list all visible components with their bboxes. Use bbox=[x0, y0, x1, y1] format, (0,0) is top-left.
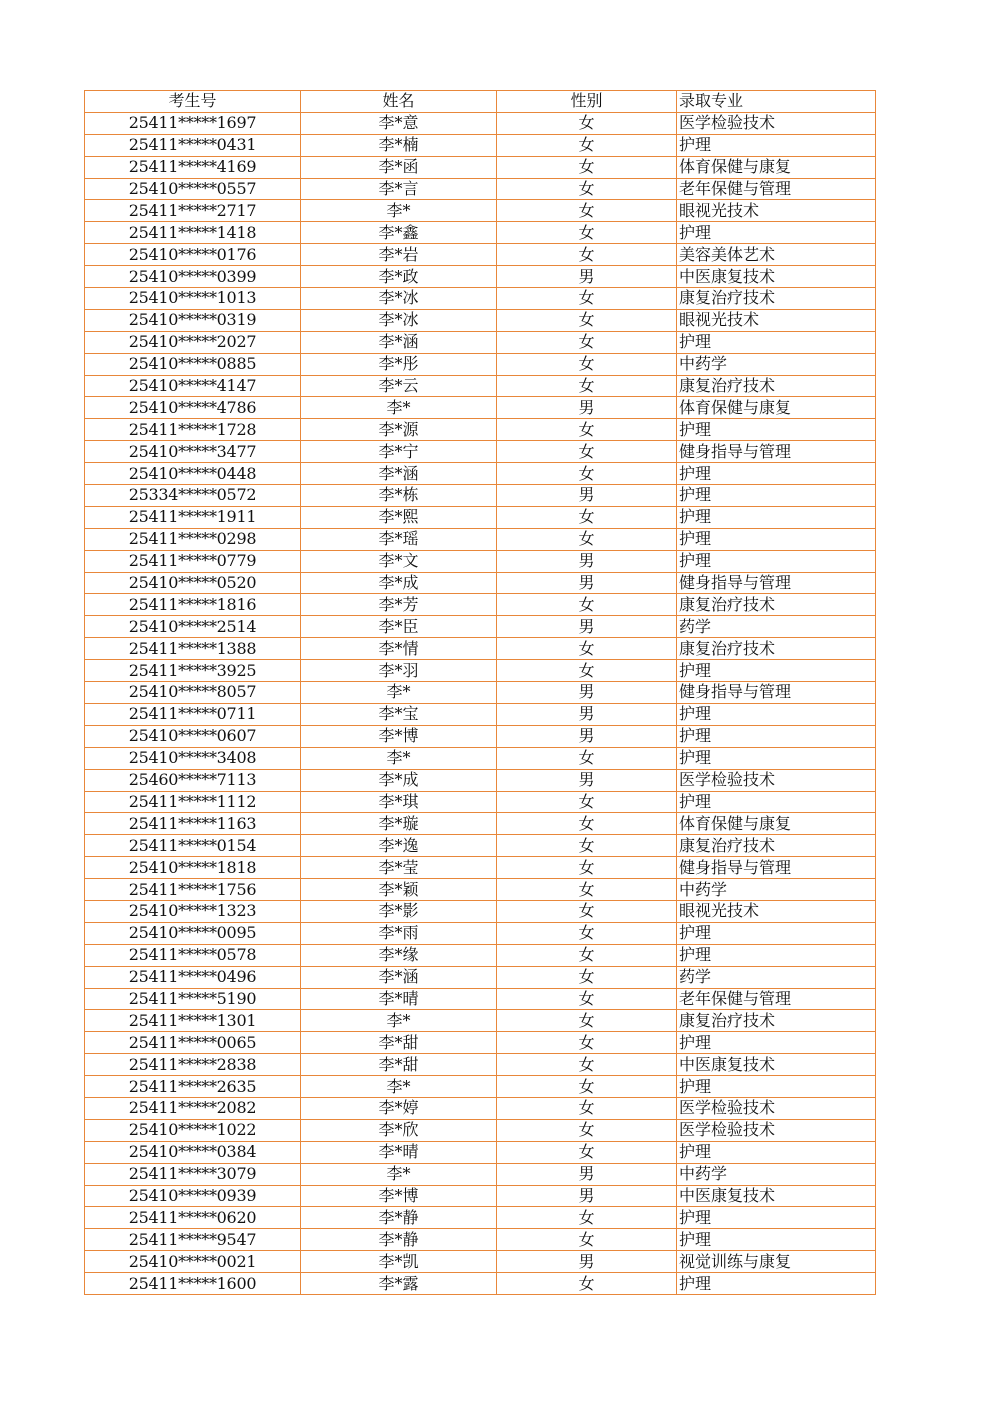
name-cell: 李*缘 bbox=[301, 944, 497, 966]
name-cell: 李*婷 bbox=[301, 1097, 497, 1119]
name-cell: 李*晴 bbox=[301, 988, 497, 1010]
exam-number-cell: 25411*****0711 bbox=[85, 703, 301, 725]
major-cell: 中医康复技术 bbox=[677, 266, 876, 288]
exam-number-cell: 25411*****3925 bbox=[85, 660, 301, 682]
table-row bbox=[85, 375, 876, 397]
header-name: 姓名 bbox=[301, 91, 497, 113]
gender-cell: 男 bbox=[497, 703, 677, 725]
major-cell: 中药学 bbox=[677, 353, 876, 375]
gender-cell: 女 bbox=[497, 200, 677, 222]
exam-number-cell: 25411*****1418 bbox=[85, 222, 301, 244]
name-cell: 李*静 bbox=[301, 1207, 497, 1229]
table-row bbox=[85, 288, 876, 310]
table-row bbox=[85, 134, 876, 156]
name-cell: 李* bbox=[301, 397, 497, 419]
name-cell: 李*熙 bbox=[301, 506, 497, 528]
exam-number-cell: 25411*****1388 bbox=[85, 638, 301, 660]
name-cell: 李*涵 bbox=[301, 331, 497, 353]
table-row bbox=[85, 791, 876, 813]
name-cell: 李* bbox=[301, 1076, 497, 1098]
major-cell: 护理 bbox=[677, 1141, 876, 1163]
exam-number-cell: 25411*****0779 bbox=[85, 550, 301, 572]
header-row bbox=[85, 91, 876, 113]
table-row bbox=[85, 1097, 876, 1119]
gender-cell: 女 bbox=[497, 156, 677, 178]
exam-number-cell: 25410*****3408 bbox=[85, 747, 301, 769]
gender-cell: 女 bbox=[497, 1273, 677, 1295]
name-cell: 李* bbox=[301, 1010, 497, 1032]
table-row bbox=[85, 528, 876, 550]
major-cell: 护理 bbox=[677, 703, 876, 725]
table-row bbox=[85, 857, 876, 879]
exam-number-cell: 25410*****8057 bbox=[85, 682, 301, 704]
table-row bbox=[85, 1185, 876, 1207]
exam-number-cell: 25410*****0384 bbox=[85, 1141, 301, 1163]
name-cell: 李*楠 bbox=[301, 134, 497, 156]
gender-cell: 男 bbox=[497, 725, 677, 747]
gender-cell: 男 bbox=[497, 1185, 677, 1207]
name-cell: 李* bbox=[301, 747, 497, 769]
name-cell: 李*莹 bbox=[301, 857, 497, 879]
exam-number-cell: 25411*****2717 bbox=[85, 200, 301, 222]
major-cell: 体育保健与康复 bbox=[677, 813, 876, 835]
major-cell: 护理 bbox=[677, 747, 876, 769]
gender-cell: 女 bbox=[497, 791, 677, 813]
major-cell: 护理 bbox=[677, 134, 876, 156]
major-cell: 护理 bbox=[677, 419, 876, 441]
major-cell: 药学 bbox=[677, 616, 876, 638]
table-row bbox=[85, 879, 876, 901]
gender-cell: 女 bbox=[497, 463, 677, 485]
major-cell: 护理 bbox=[677, 550, 876, 572]
gender-cell: 女 bbox=[497, 1119, 677, 1141]
gender-cell: 女 bbox=[497, 441, 677, 463]
name-cell: 李*涵 bbox=[301, 966, 497, 988]
gender-cell: 女 bbox=[497, 857, 677, 879]
gender-cell: 男 bbox=[497, 485, 677, 507]
exam-number-cell: 25411*****0431 bbox=[85, 134, 301, 156]
major-cell: 护理 bbox=[677, 1032, 876, 1054]
table-row bbox=[85, 682, 876, 704]
table-row bbox=[85, 419, 876, 441]
exam-number-cell: 25410*****4147 bbox=[85, 375, 301, 397]
major-cell: 护理 bbox=[677, 922, 876, 944]
major-cell: 医学检验技术 bbox=[677, 1119, 876, 1141]
gender-cell: 女 bbox=[497, 375, 677, 397]
table-row bbox=[85, 331, 876, 353]
table-row bbox=[85, 988, 876, 1010]
table-row bbox=[85, 1251, 876, 1273]
name-cell: 李*璇 bbox=[301, 813, 497, 835]
admission-table bbox=[84, 90, 876, 1295]
exam-number-cell: 25411*****0154 bbox=[85, 835, 301, 857]
exam-number-cell: 25410*****1013 bbox=[85, 288, 301, 310]
name-cell: 李*成 bbox=[301, 769, 497, 791]
name-cell: 李*博 bbox=[301, 1185, 497, 1207]
gender-cell: 女 bbox=[497, 747, 677, 769]
exam-number-cell: 25411*****1600 bbox=[85, 1273, 301, 1295]
gender-cell: 女 bbox=[497, 594, 677, 616]
table-body bbox=[85, 112, 876, 1294]
gender-cell: 女 bbox=[497, 1010, 677, 1032]
table-row bbox=[85, 1076, 876, 1098]
major-cell: 护理 bbox=[677, 660, 876, 682]
major-cell: 医学检验技术 bbox=[677, 769, 876, 791]
name-cell: 李*彤 bbox=[301, 353, 497, 375]
major-cell: 老年保健与管理 bbox=[677, 988, 876, 1010]
gender-cell: 女 bbox=[497, 1076, 677, 1098]
gender-cell: 女 bbox=[497, 638, 677, 660]
header-exam-number: 考生号 bbox=[85, 91, 301, 113]
name-cell: 李*露 bbox=[301, 1273, 497, 1295]
major-cell: 视觉训练与康复 bbox=[677, 1251, 876, 1273]
major-cell: 医学检验技术 bbox=[677, 112, 876, 134]
major-cell: 眼视光技术 bbox=[677, 309, 876, 331]
exam-number-cell: 25411*****0620 bbox=[85, 1207, 301, 1229]
exam-number-cell: 25411*****1163 bbox=[85, 813, 301, 835]
table-row bbox=[85, 1163, 876, 1185]
gender-cell: 女 bbox=[497, 835, 677, 857]
name-cell: 李*晴 bbox=[301, 1141, 497, 1163]
table-row bbox=[85, 156, 876, 178]
gender-cell: 女 bbox=[497, 1032, 677, 1054]
major-cell: 健身指导与管理 bbox=[677, 682, 876, 704]
exam-number-cell: 25411*****0065 bbox=[85, 1032, 301, 1054]
table-row bbox=[85, 441, 876, 463]
table-row bbox=[85, 703, 876, 725]
table-row bbox=[85, 1119, 876, 1141]
major-cell: 护理 bbox=[677, 528, 876, 550]
exam-number-cell: 25410*****0939 bbox=[85, 1185, 301, 1207]
exam-number-cell: 25411*****1112 bbox=[85, 791, 301, 813]
table-row bbox=[85, 485, 876, 507]
major-cell: 护理 bbox=[677, 791, 876, 813]
exam-number-cell: 25410*****0095 bbox=[85, 922, 301, 944]
major-cell: 护理 bbox=[677, 463, 876, 485]
major-cell: 康复治疗技术 bbox=[677, 1010, 876, 1032]
gender-cell: 男 bbox=[497, 572, 677, 594]
major-cell: 护理 bbox=[677, 1076, 876, 1098]
name-cell: 李*冰 bbox=[301, 309, 497, 331]
name-cell: 李*源 bbox=[301, 419, 497, 441]
name-cell: 李*欣 bbox=[301, 1119, 497, 1141]
name-cell: 李* bbox=[301, 1163, 497, 1185]
exam-number-cell: 25411*****4169 bbox=[85, 156, 301, 178]
table-row bbox=[85, 638, 876, 660]
name-cell: 李*意 bbox=[301, 112, 497, 134]
header-gender: 性别 bbox=[497, 91, 677, 113]
major-cell: 体育保健与康复 bbox=[677, 397, 876, 419]
gender-cell: 女 bbox=[497, 528, 677, 550]
table-row bbox=[85, 463, 876, 485]
exam-number-cell: 25411*****1756 bbox=[85, 879, 301, 901]
gender-cell: 女 bbox=[497, 1141, 677, 1163]
name-cell: 李*博 bbox=[301, 725, 497, 747]
table-row bbox=[85, 244, 876, 266]
name-cell: 李*臣 bbox=[301, 616, 497, 638]
name-cell: 李*言 bbox=[301, 178, 497, 200]
exam-number-cell: 25410*****2514 bbox=[85, 616, 301, 638]
gender-cell: 男 bbox=[497, 397, 677, 419]
name-cell: 李*颖 bbox=[301, 879, 497, 901]
exam-number-cell: 25410*****0021 bbox=[85, 1251, 301, 1273]
table-row bbox=[85, 1229, 876, 1251]
table-row bbox=[85, 769, 876, 791]
name-cell: 李*岩 bbox=[301, 244, 497, 266]
name-cell: 李*情 bbox=[301, 638, 497, 660]
table-row bbox=[85, 747, 876, 769]
gender-cell: 女 bbox=[497, 966, 677, 988]
exam-number-cell: 25411*****2082 bbox=[85, 1097, 301, 1119]
name-cell: 李*栋 bbox=[301, 485, 497, 507]
major-cell: 美容美体艺术 bbox=[677, 244, 876, 266]
exam-number-cell: 25411*****3079 bbox=[85, 1163, 301, 1185]
exam-number-cell: 25411*****1816 bbox=[85, 594, 301, 616]
gender-cell: 男 bbox=[497, 266, 677, 288]
table-row bbox=[85, 112, 876, 134]
gender-cell: 女 bbox=[497, 1229, 677, 1251]
table-row bbox=[85, 594, 876, 616]
major-cell: 护理 bbox=[677, 725, 876, 747]
gender-cell: 女 bbox=[497, 506, 677, 528]
name-cell: 李*凯 bbox=[301, 1251, 497, 1273]
major-cell: 康复治疗技术 bbox=[677, 638, 876, 660]
exam-number-cell: 25411*****1911 bbox=[85, 506, 301, 528]
table-row bbox=[85, 309, 876, 331]
gender-cell: 女 bbox=[497, 879, 677, 901]
major-cell: 中医康复技术 bbox=[677, 1054, 876, 1076]
gender-cell: 女 bbox=[497, 944, 677, 966]
header-major: 录取专业 bbox=[677, 91, 876, 113]
exam-number-cell: 25411*****0496 bbox=[85, 966, 301, 988]
gender-cell: 男 bbox=[497, 550, 677, 572]
gender-cell: 男 bbox=[497, 682, 677, 704]
name-cell: 李*静 bbox=[301, 1229, 497, 1251]
exam-number-cell: 25411*****1728 bbox=[85, 419, 301, 441]
major-cell: 康复治疗技术 bbox=[677, 594, 876, 616]
gender-cell: 女 bbox=[497, 1097, 677, 1119]
name-cell: 李*鑫 bbox=[301, 222, 497, 244]
exam-number-cell: 25410*****0319 bbox=[85, 309, 301, 331]
name-cell: 李*成 bbox=[301, 572, 497, 594]
table-row bbox=[85, 944, 876, 966]
major-cell: 体育保健与康复 bbox=[677, 156, 876, 178]
exam-number-cell: 25410*****0520 bbox=[85, 572, 301, 594]
major-cell: 护理 bbox=[677, 1273, 876, 1295]
exam-number-cell: 25410*****1022 bbox=[85, 1119, 301, 1141]
major-cell: 眼视光技术 bbox=[677, 200, 876, 222]
table-row bbox=[85, 1032, 876, 1054]
admission-list-sheet bbox=[84, 90, 875, 1295]
major-cell: 健身指导与管理 bbox=[677, 857, 876, 879]
gender-cell: 男 bbox=[497, 1251, 677, 1273]
gender-cell: 女 bbox=[497, 988, 677, 1010]
gender-cell: 女 bbox=[497, 922, 677, 944]
table-row bbox=[85, 900, 876, 922]
gender-cell: 女 bbox=[497, 288, 677, 310]
table-row bbox=[85, 922, 876, 944]
gender-cell: 女 bbox=[497, 309, 677, 331]
name-cell: 李*甜 bbox=[301, 1032, 497, 1054]
table-row bbox=[85, 1273, 876, 1295]
name-cell: 李*云 bbox=[301, 375, 497, 397]
major-cell: 护理 bbox=[677, 506, 876, 528]
name-cell: 李*影 bbox=[301, 900, 497, 922]
exam-number-cell: 25410*****2027 bbox=[85, 331, 301, 353]
table-row bbox=[85, 660, 876, 682]
exam-number-cell: 25410*****0557 bbox=[85, 178, 301, 200]
table-row bbox=[85, 550, 876, 572]
name-cell: 李*琪 bbox=[301, 791, 497, 813]
major-cell: 眼视光技术 bbox=[677, 900, 876, 922]
name-cell: 李*芳 bbox=[301, 594, 497, 616]
major-cell: 健身指导与管理 bbox=[677, 572, 876, 594]
name-cell: 李*函 bbox=[301, 156, 497, 178]
major-cell: 护理 bbox=[677, 944, 876, 966]
table-row bbox=[85, 1010, 876, 1032]
gender-cell: 男 bbox=[497, 616, 677, 638]
name-cell: 李*冰 bbox=[301, 288, 497, 310]
exam-number-cell: 25460*****7113 bbox=[85, 769, 301, 791]
exam-number-cell: 25410*****1323 bbox=[85, 900, 301, 922]
gender-cell: 女 bbox=[497, 660, 677, 682]
exam-number-cell: 25410*****4786 bbox=[85, 397, 301, 419]
table-row bbox=[85, 966, 876, 988]
table-row bbox=[85, 397, 876, 419]
major-cell: 中医康复技术 bbox=[677, 1185, 876, 1207]
exam-number-cell: 25410*****0885 bbox=[85, 353, 301, 375]
table-row bbox=[85, 835, 876, 857]
name-cell: 李*宁 bbox=[301, 441, 497, 463]
name-cell: 李*雨 bbox=[301, 922, 497, 944]
gender-cell: 女 bbox=[497, 419, 677, 441]
major-cell: 康复治疗技术 bbox=[677, 288, 876, 310]
gender-cell: 男 bbox=[497, 1163, 677, 1185]
major-cell: 护理 bbox=[677, 485, 876, 507]
exam-number-cell: 25411*****9547 bbox=[85, 1229, 301, 1251]
exam-number-cell: 25410*****0399 bbox=[85, 266, 301, 288]
gender-cell: 男 bbox=[497, 769, 677, 791]
exam-number-cell: 25410*****1818 bbox=[85, 857, 301, 879]
name-cell: 李*逸 bbox=[301, 835, 497, 857]
gender-cell: 女 bbox=[497, 1207, 677, 1229]
exam-number-cell: 25410*****3477 bbox=[85, 441, 301, 463]
table-row bbox=[85, 353, 876, 375]
exam-number-cell: 25411*****2838 bbox=[85, 1054, 301, 1076]
name-cell: 李* bbox=[301, 682, 497, 704]
exam-number-cell: 25411*****0578 bbox=[85, 944, 301, 966]
exam-number-cell: 25411*****0298 bbox=[85, 528, 301, 550]
major-cell: 护理 bbox=[677, 222, 876, 244]
major-cell: 护理 bbox=[677, 1207, 876, 1229]
gender-cell: 女 bbox=[497, 900, 677, 922]
major-cell: 护理 bbox=[677, 1229, 876, 1251]
table-row bbox=[85, 266, 876, 288]
major-cell: 护理 bbox=[677, 331, 876, 353]
major-cell: 老年保健与管理 bbox=[677, 178, 876, 200]
table-row bbox=[85, 813, 876, 835]
exam-number-cell: 25410*****0448 bbox=[85, 463, 301, 485]
gender-cell: 女 bbox=[497, 244, 677, 266]
exam-number-cell: 25411*****1697 bbox=[85, 112, 301, 134]
table-row bbox=[85, 1207, 876, 1229]
table-row bbox=[85, 616, 876, 638]
major-cell: 康复治疗技术 bbox=[677, 375, 876, 397]
exam-number-cell: 25334*****0572 bbox=[85, 485, 301, 507]
major-cell: 中药学 bbox=[677, 879, 876, 901]
exam-number-cell: 25411*****5190 bbox=[85, 988, 301, 1010]
name-cell: 李*政 bbox=[301, 266, 497, 288]
name-cell: 李*瑶 bbox=[301, 528, 497, 550]
major-cell: 康复治疗技术 bbox=[677, 835, 876, 857]
table-row bbox=[85, 222, 876, 244]
gender-cell: 女 bbox=[497, 222, 677, 244]
name-cell: 李*涵 bbox=[301, 463, 497, 485]
gender-cell: 女 bbox=[497, 1054, 677, 1076]
gender-cell: 女 bbox=[497, 178, 677, 200]
major-cell: 中药学 bbox=[677, 1163, 876, 1185]
exam-number-cell: 25410*****0176 bbox=[85, 244, 301, 266]
major-cell: 健身指导与管理 bbox=[677, 441, 876, 463]
table-row bbox=[85, 1141, 876, 1163]
gender-cell: 女 bbox=[497, 112, 677, 134]
name-cell: 李*甜 bbox=[301, 1054, 497, 1076]
table-row bbox=[85, 725, 876, 747]
exam-number-cell: 25411*****2635 bbox=[85, 1076, 301, 1098]
table-row bbox=[85, 506, 876, 528]
exam-number-cell: 25410*****0607 bbox=[85, 725, 301, 747]
name-cell: 李* bbox=[301, 200, 497, 222]
table-row bbox=[85, 178, 876, 200]
exam-number-cell: 25411*****1301 bbox=[85, 1010, 301, 1032]
name-cell: 李*文 bbox=[301, 550, 497, 572]
name-cell: 李*羽 bbox=[301, 660, 497, 682]
gender-cell: 女 bbox=[497, 353, 677, 375]
table-row bbox=[85, 1054, 876, 1076]
gender-cell: 女 bbox=[497, 331, 677, 353]
table-row bbox=[85, 200, 876, 222]
major-cell: 医学检验技术 bbox=[677, 1097, 876, 1119]
table-row bbox=[85, 572, 876, 594]
gender-cell: 女 bbox=[497, 134, 677, 156]
major-cell: 药学 bbox=[677, 966, 876, 988]
gender-cell: 女 bbox=[497, 813, 677, 835]
name-cell: 李*宝 bbox=[301, 703, 497, 725]
